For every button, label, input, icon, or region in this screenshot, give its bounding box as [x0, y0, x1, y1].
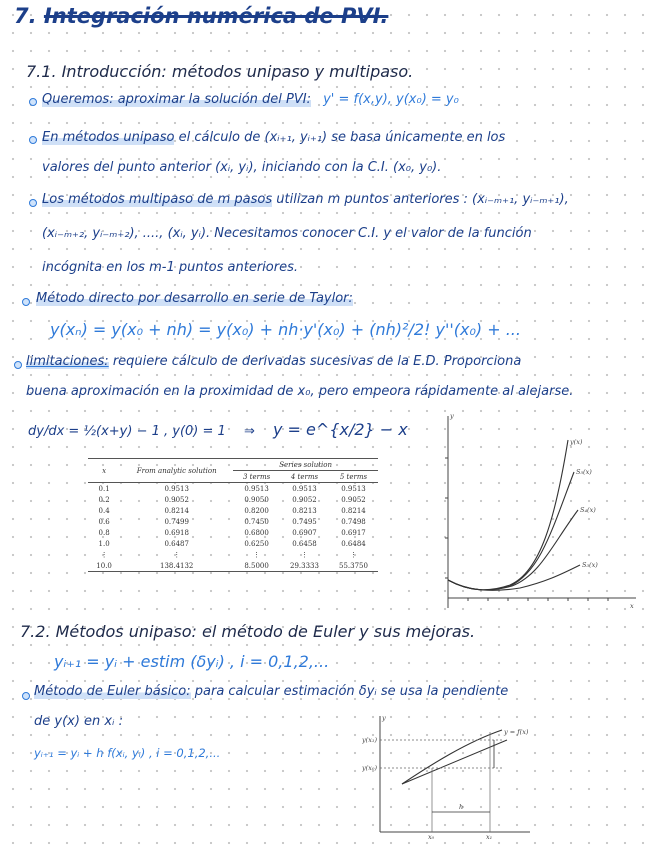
table-cell: 10.0 — [96, 561, 112, 570]
bullet-2-rest: el cálculo de (xᵢ₊₁, yᵢ₊₁) se basa únicamente en los — [178, 130, 506, 145]
table-row — [88, 560, 378, 572]
table-header-x: x — [88, 459, 120, 483]
table-row — [88, 527, 378, 538]
bullet-3-line-1 — [42, 192, 569, 207]
plot2-y-label: y — [382, 714, 386, 722]
table-header-5terms: 5 terms — [329, 471, 378, 483]
table-header-4terms: 4 terms — [280, 471, 329, 483]
table-cell: 0.9513 — [341, 484, 366, 493]
table-cell: 0.4 — [98, 506, 110, 515]
table-cell: 0.7498 — [341, 517, 366, 526]
table-cell: 0.6484 — [341, 539, 366, 548]
example-ode: dy/dx = ½(x+y) − 1 , y(0) = 1 — [28, 424, 226, 439]
bullet-dot — [14, 361, 22, 369]
table-cell: ⋮ — [100, 550, 108, 559]
table-cell: 0.9513 — [164, 484, 189, 493]
table-row — [88, 483, 378, 495]
title-text: Integración numérica de PVI. — [43, 4, 389, 28]
table-cell: 0.9052 — [292, 495, 317, 504]
table-cell: 29.3333 — [290, 561, 319, 570]
limitations-line-1 — [26, 354, 521, 369]
table-cell: 0.8200 — [244, 506, 269, 515]
bullet-3-rest: utilizan m puntos anteriores : (xᵢ₋ₘ₊₁, yᵢ₋ₘ₊₁), — [276, 192, 569, 207]
example-line — [28, 420, 408, 439]
table-row — [88, 549, 378, 560]
table-row — [88, 538, 378, 549]
table-cell: 0.9513 — [244, 484, 269, 493]
bullet-1 — [42, 92, 459, 107]
section-1-heading: 7.1. Introducción: métodos unipaso y multipaso. — [26, 62, 414, 81]
table-cell: 0.1 — [98, 484, 110, 493]
table-cell: 0.6250 — [244, 539, 269, 548]
table-cell: ⋮ — [300, 550, 308, 559]
section-2-heading: 7.2. Métodos unipaso: el método de Euler y sus mejoras. — [20, 622, 476, 641]
plot1-y-label: y — [450, 412, 454, 420]
table-cell: 0.7450 — [244, 517, 269, 526]
table-cell: 0.2 — [98, 495, 110, 504]
multipaso-highlight: Los métodos multipaso de m pasos — [42, 192, 273, 207]
euler-heading: Método de Euler básico: — [34, 684, 191, 699]
curve-label-s4: S₄(x) — [580, 506, 596, 514]
euler-line-1 — [34, 684, 508, 699]
table-cell: 0.8213 — [292, 506, 317, 515]
general-update-formula: yᵢ₊₁ = yᵢ + estim (δyᵢ) , i = 0,1,2,... — [54, 652, 330, 671]
table-cell: ⋮ — [349, 550, 357, 559]
bullet-dot — [22, 298, 30, 306]
label-y1: y(x₁) — [362, 736, 378, 744]
label-slope: y = f(x) — [504, 728, 529, 736]
table-header-series: Series solution — [279, 460, 332, 469]
pvi-formula: y' = f(x,y), y(x₀) = y₀ — [323, 92, 459, 107]
curve-y — [448, 440, 568, 590]
plot1-x-label: x — [630, 602, 634, 610]
table-cell: 0.6918 — [164, 528, 189, 537]
title-number: 7. — [14, 4, 37, 28]
euler-text: para calcular estimación δyᵢ se usa la pendiente — [194, 684, 509, 699]
curve-label-y: y(x) — [570, 438, 583, 446]
bullet-dot — [29, 98, 37, 106]
bullet-dot — [22, 692, 30, 700]
table-cell: 8.5000 — [244, 561, 269, 570]
bullet-3-line-3: incógnita en los m-1 puntos anteriores. — [42, 260, 298, 275]
table-body — [88, 483, 378, 572]
plot1-ticks — [445, 458, 608, 601]
curve-s5 — [448, 472, 574, 590]
bullet-3-line-2: (xᵢ₋ₘ₊₂, yᵢ₋ₘ₊₂), ...., (xᵢ, yᵢ). Necesitamos conocer C.I. y el valor de la función — [42, 226, 532, 241]
bullet-2-line-2: valores del punto anterior (xᵢ, yᵢ), iniciando con la C.I. (x₀, y₀). — [42, 160, 442, 175]
table-cell: 0.9050 — [244, 495, 269, 504]
curve-s3 — [448, 565, 580, 590]
table-cell: 0.6 — [98, 517, 110, 526]
taylor-formula: y(xₙ) = y(x₀ + nh) = y(x₀) + nh·y'(x₀) + (nh)²/2! y''(x₀) + ... — [50, 320, 521, 339]
limitations-label: limitaciones: — [26, 354, 109, 369]
table-cell: 0.6917 — [341, 528, 366, 537]
table-cell: 55.3750 — [339, 561, 368, 570]
taylor-heading: Método directo por desarrollo en serie de Taylor: — [36, 291, 353, 306]
table-cell: 0.9052 — [341, 495, 366, 504]
euler-formula: yᵢ₊₁ = yᵢ + h f(xᵢ, yᵢ) , i = 0,1,2,... — [34, 746, 221, 760]
label-h: h — [459, 803, 464, 811]
label-x1: x₁ — [486, 833, 493, 840]
bullet-1-text: Queremos: aproximar la solución del PVI: — [42, 92, 311, 107]
table-row — [88, 505, 378, 516]
table-cell: ⋮ — [173, 550, 181, 559]
table-header-3terms: 3 terms — [233, 471, 280, 483]
euler-plot — [362, 712, 534, 840]
example-solution: y = e^{x/2} − x — [273, 420, 408, 439]
table-cell: 138.4132 — [159, 561, 194, 570]
curve-label-s5: S₅(x) — [576, 468, 592, 476]
curve-label-s3: S₃(x) — [582, 561, 598, 569]
table-header-analytic: From analytic solution — [120, 459, 233, 483]
page-title — [14, 4, 388, 28]
tangent-line — [402, 740, 507, 784]
label-y0: y(x₀) — [362, 764, 378, 772]
table-cell: 0.8214 — [164, 506, 189, 515]
table-cell: 0.9513 — [292, 484, 317, 493]
table-row — [88, 516, 378, 527]
table-cell: 0.6458 — [292, 539, 317, 548]
implies-arrow: ⇒ — [243, 424, 255, 439]
true-curve — [402, 730, 502, 784]
table-cell: 0.7495 — [292, 517, 317, 526]
bullet-2-line-1 — [42, 130, 505, 145]
table-cell: 0.8214 — [341, 506, 366, 515]
bullet-dot — [29, 199, 37, 207]
table-row — [88, 494, 378, 505]
table-cell: 0.8 — [98, 528, 110, 537]
euler-line-2: de y(x) en xᵢ : — [34, 714, 123, 729]
label-x0: x₀ — [428, 833, 435, 840]
table-cell: 1.0 — [98, 539, 110, 548]
unipaso-highlight: En métodos unipaso — [42, 130, 175, 145]
table-cell: 0.7499 — [164, 517, 189, 526]
curve-s4 — [448, 510, 578, 590]
table-cell: 0.6800 — [244, 528, 269, 537]
bullet-dot — [29, 136, 37, 144]
series-plot — [440, 410, 640, 610]
table-cell: 0.6907 — [292, 528, 317, 537]
limitations-text: requiere cálculo de derivadas sucesivas de la E.D. Proporciona — [112, 354, 522, 369]
limitations-line-2: buena aproximación en la proximidad de x₀, pero empeora rápidamente al alejarse. — [26, 384, 574, 399]
comparison-table — [88, 458, 378, 572]
table-cell: 0.6487 — [164, 539, 189, 548]
table-cell: 0.9052 — [164, 495, 189, 504]
table-cell: ⋮ — [253, 550, 261, 559]
